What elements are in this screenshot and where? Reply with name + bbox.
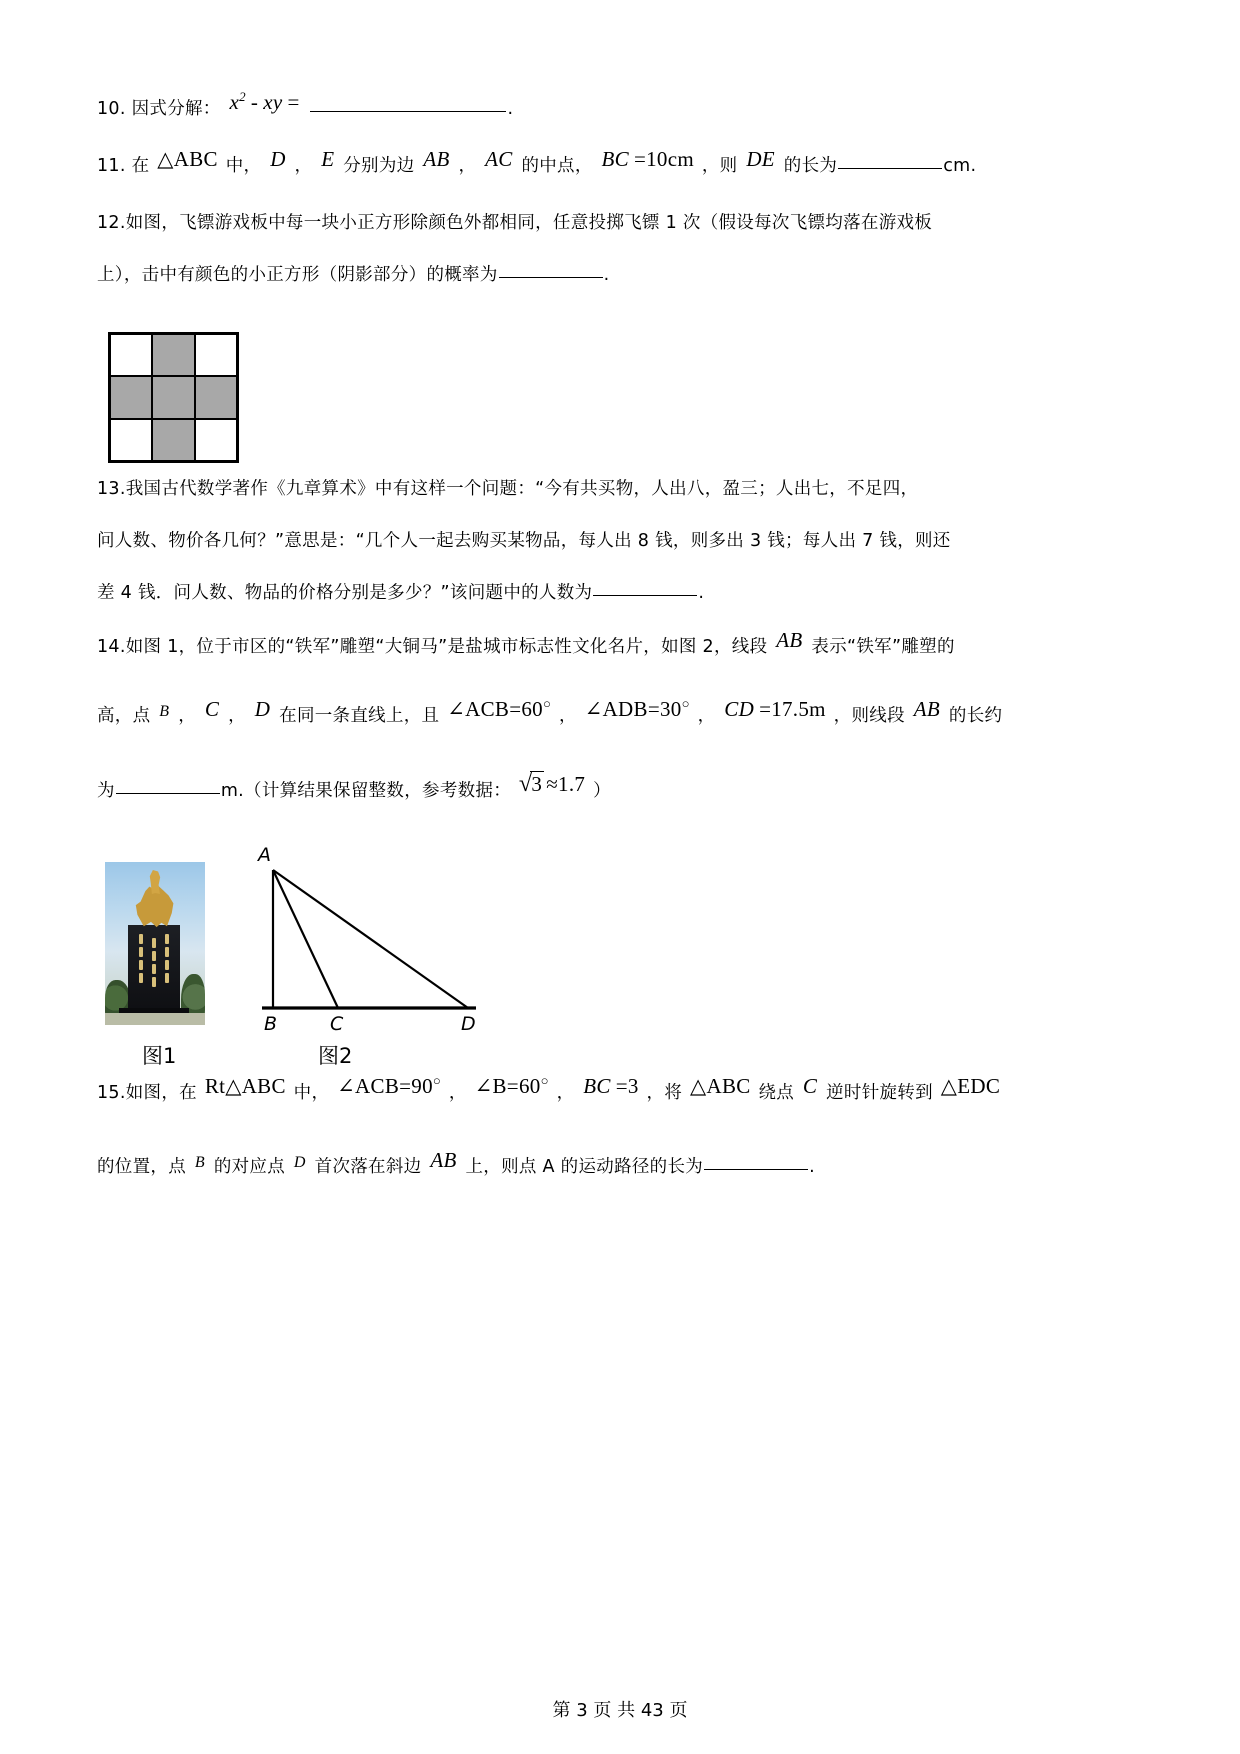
- question-15-line-2: [97, 1130, 1157, 1203]
- question-12-line-1-text: 如图，飞镖游戏板中每一块小正方形除颜色外都相同，任意投掷飞镖 1 次（假设每次飞镖均落在游戏板: [125, 213, 933, 233]
- question-11: [97, 133, 1157, 197]
- question-11-text-6: 的中点，: [521, 156, 593, 176]
- question-14-angle-adb: ∠ADB=30○: [584, 696, 690, 721]
- question-13-line-3-tail: .: [698, 583, 705, 603]
- ground-strip: [105, 1013, 205, 1025]
- question-12-line-1: [97, 197, 1157, 249]
- pedestal-inscription: [135, 932, 173, 1002]
- label-c: C: [330, 1013, 344, 1035]
- question-10-number: 10.: [97, 99, 126, 119]
- question-10-expr-minus: -: [250, 90, 259, 114]
- question-11-triangle-abc: △ABC: [157, 147, 218, 171]
- label-b: B: [264, 1013, 278, 1035]
- question-14-point-b: B: [159, 703, 170, 720]
- question-15-rt-triangle-abc: Rt△ABC: [204, 1074, 286, 1098]
- question-14-line-2-g: ，: [697, 706, 716, 726]
- question-14-segment-ab: AB: [776, 628, 803, 652]
- question-15-line-2-e: .: [809, 1157, 815, 1177]
- question-13: [97, 463, 1157, 619]
- question-13-line-2-text: 问人数、物价各几何？”意思是：“几个人一起去购买某物品，每人出 8 钱，则多出 3 钱；每人出 7 钱，则还: [97, 531, 951, 551]
- question-11-segment-bc: BC: [601, 147, 629, 171]
- dartboard-cell: [110, 419, 152, 461]
- question-12-line-2-text: 上），击中有颜色的小正方形（阴影部分）的概率为: [97, 265, 498, 285]
- label-a: A: [258, 844, 271, 866]
- question-11-segment-de: DE: [746, 147, 775, 171]
- dartboard-cell: [152, 419, 194, 461]
- question-11-text-3: ，: [294, 156, 313, 176]
- question-13-answer-blank[interactable]: [593, 594, 697, 596]
- question-15-number: 15.: [97, 1083, 126, 1103]
- question-10-expr-xy: xy: [263, 90, 283, 114]
- question-14-angle-acb: ∠ACB=60○: [447, 696, 552, 721]
- question-14-line-2-c: ，: [178, 706, 197, 726]
- question-15-bc-value: =3: [615, 1074, 639, 1098]
- dartboard-spacer: [97, 301, 1157, 463]
- question-15-line-1-e: ，将: [646, 1083, 683, 1103]
- question-14-line-2-f: ，: [558, 706, 577, 726]
- question-12-number: 12.: [97, 213, 126, 233]
- question-15-line-2-d: 上，则点 A 的运动路径的长为: [465, 1157, 704, 1177]
- dartboard-grid: [108, 332, 239, 463]
- question-14-line-2-d: ，: [228, 706, 246, 726]
- question-15-line-1-d: ，: [556, 1083, 575, 1103]
- question-15-line-2-b: 的对应点: [213, 1157, 286, 1177]
- question-15-line-1: [97, 1049, 1157, 1130]
- question-10-answer-blank[interactable]: [310, 110, 506, 112]
- question-14-number: 14.: [97, 637, 126, 657]
- question-15-segment-ab: AB: [430, 1148, 457, 1172]
- triangle-svg: [218, 848, 518, 1038]
- dartboard-cell: [152, 334, 194, 376]
- question-10-expr-x: $x^2$: [229, 89, 246, 114]
- question-14-line-3-a: 为: [97, 781, 115, 801]
- question-11-text-4: 分别为边: [343, 156, 415, 176]
- question-14-line-3: [97, 753, 1157, 827]
- question-11-segment-ac: AC: [485, 147, 513, 171]
- question-15-line-1-b: 中，: [293, 1083, 330, 1103]
- question-14-segment-ab-2: AB: [913, 697, 941, 721]
- question-15-point-b: B: [194, 1154, 205, 1171]
- question-11-text-5: ，: [458, 156, 477, 176]
- question-11-segment-ab: AB: [423, 147, 450, 171]
- question-12: [97, 197, 1157, 301]
- question-12-answer-blank[interactable]: [499, 276, 603, 278]
- question-15-point-d: D: [293, 1154, 306, 1171]
- question-11-bc-value: =10cm: [633, 147, 694, 171]
- question-14-line-1: [97, 619, 1157, 673]
- question-14-point-c: C: [204, 697, 220, 721]
- question-15-answer-blank[interactable]: [704, 1168, 808, 1170]
- dartboard-cell: [152, 376, 194, 418]
- question-15-line-1-c: ，: [448, 1083, 467, 1103]
- question-15-angle-b: ∠B=60○: [474, 1073, 549, 1098]
- dartboard-cell: [195, 419, 237, 461]
- question-14-line-1-tail: 表示“铁军”雕塑的: [811, 637, 955, 657]
- question-10: [97, 78, 1157, 133]
- question-14-segment-cd: CD: [724, 697, 755, 721]
- question-14-point-d: D: [254, 697, 271, 721]
- question-13-line-3: [97, 567, 1157, 619]
- statue-photo: [105, 862, 205, 1025]
- question-15-angle-acb: ∠ACB=90○: [337, 1073, 442, 1098]
- question-15-line-1-g: 逆时针旋转到: [826, 1083, 933, 1103]
- question-15-line-2-c: 首次落在斜边: [314, 1157, 422, 1177]
- dartboard-cell: [195, 376, 237, 418]
- figure-2-diagram: [218, 844, 518, 1038]
- question-12-line-2-tail: .: [603, 265, 610, 285]
- question-15-line-1-f: 绕点: [758, 1083, 795, 1103]
- question-12-line-2: [97, 249, 1157, 301]
- question-13-line-1: [97, 463, 1157, 515]
- question-13-line-2: [97, 515, 1157, 567]
- segment-ac-line: [273, 870, 338, 1008]
- question-14-line-3-b: m.（计算结果保留整数，参考数据：: [220, 781, 512, 801]
- question-14-line-2-a: 高，点: [97, 706, 151, 726]
- question-14-line-1-text: 如图 1，位于市区的“铁军”雕塑“大铜马”是盐城市标志性文化名片，如图 2，线段: [125, 637, 768, 657]
- question-13-line-1-text: 我国古代数学著作《九章算术》中有这样一个问题：“今有共买物，人出八，盈三；人出七，不足四，: [125, 479, 919, 499]
- question-15-segment-bc: BC: [583, 1074, 611, 1098]
- question-11-number: 11.: [97, 156, 126, 176]
- question-14-sqrt-3: √3: [518, 771, 543, 797]
- question-13-number: 13.: [97, 479, 126, 499]
- question-11-text-8: 的长为: [783, 156, 838, 176]
- dartboard-cell: [110, 334, 152, 376]
- question-14: [97, 619, 1157, 827]
- question-15-triangle-edc: △EDC: [940, 1074, 1001, 1098]
- question-11-answer-blank[interactable]: [838, 167, 942, 169]
- question-14-sqrt-value: ≈1.7: [546, 772, 586, 796]
- segment-ad-line: [273, 870, 468, 1008]
- question-13-line-3-text: 差 4 钱．问人数、物品的价格分别是多少？”该问题中的人数为: [97, 583, 593, 603]
- question-11-text-2: 中，: [225, 156, 262, 176]
- question-14-line-2: [97, 673, 1157, 753]
- question-10-lead: 因式分解：: [131, 99, 221, 119]
- figure-1-wrapper: [105, 862, 205, 1025]
- question-11-point-d: D: [270, 147, 286, 171]
- question-14-answer-blank[interactable]: [116, 792, 220, 794]
- question-15-triangle-abc: △ABC: [690, 1074, 751, 1098]
- page-footer: 第 3 页 共 43 页: [552, 1700, 688, 1721]
- question-14-line-2-e: 在同一条直线上，且: [279, 706, 440, 726]
- question-11-point-e: E: [321, 147, 335, 171]
- question-14-line-3-c: ）: [593, 781, 611, 801]
- question-15-line-1-a: 如图，在: [125, 1083, 197, 1103]
- question-15: [97, 1049, 1157, 1203]
- label-d: D: [461, 1013, 476, 1035]
- figure-2-caption: 图2: [318, 1044, 353, 1068]
- question-11-text-1: 在: [131, 156, 150, 176]
- question-15-line-2-a: 的位置，点: [97, 1157, 186, 1177]
- question-14-line-2-h: ，则线段: [833, 706, 905, 726]
- dartboard-cell: [110, 376, 152, 418]
- question-15-point-c: C: [802, 1074, 818, 1098]
- question-14-line-2-i: 的长约: [948, 706, 1003, 726]
- figure-1-caption: 图1: [142, 1044, 177, 1068]
- question-14-cd-value: =17.5m: [759, 697, 826, 721]
- question-10-expr-eq: =: [287, 90, 300, 114]
- question-11-text-9: cm.: [943, 156, 977, 176]
- question-11-text-7: ，则: [701, 156, 738, 176]
- question-10-tail: .: [507, 99, 514, 119]
- dartboard-cell: [195, 334, 237, 376]
